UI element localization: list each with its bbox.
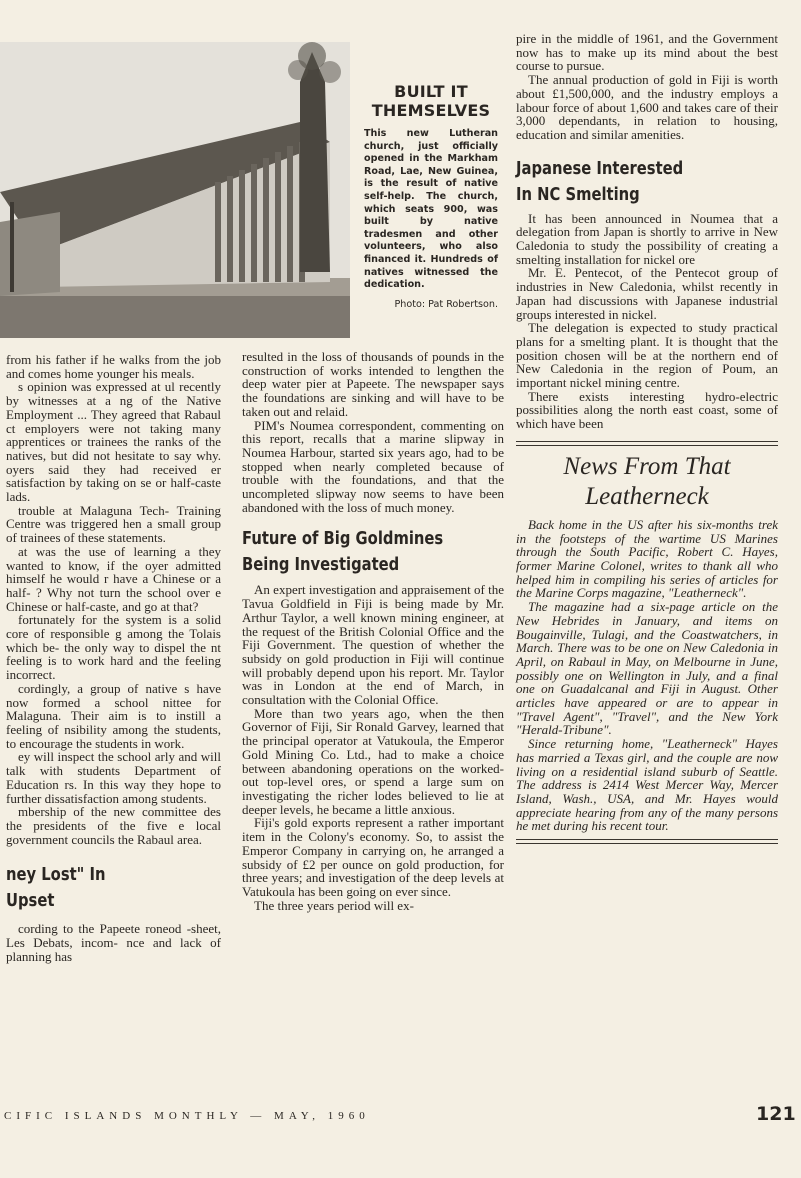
- photo-caption: [364, 82, 498, 310]
- col1-paragraph: s opinion was expressed at ul recently by witnesses at a ng of the Native Employment ... They agreed that Rabaul ct employers were not taking many apprentices or trainees the ranks of the natives, but did not hesitate to say why. oyers said they had received er satisfaction by taking on se or half-caste lads.: [6, 379, 221, 505]
- church-photo: [0, 42, 350, 338]
- page-footer: [0, 1110, 801, 1134]
- col1-paragraph: trouble at Malaguna Tech- Training Centre was triggered hen a small group of trainees of these statements.: [6, 502, 221, 546]
- col1-paragraph: ey will inspect the school arly and will talk with students Department of Education rs. In this way they hope to further dissatisfaction among students.: [6, 749, 221, 806]
- col2-paragraph: resulted in the loss of thousands of pounds in the construction of works intended to lengthen the deep water pier at Papeete. The newspaper says the foundations are sinking and will have to be taken out and relaid.: [242, 349, 504, 419]
- col3-paragraph: Mr. E. Pentecot, of the Pentecot group of industries in New Caledonia, whilst recently in Japan had discussions with Japanese industrial groups interested in nickel.: [516, 265, 778, 322]
- leatherneck-title-line2: Leatherneck: [585, 482, 709, 510]
- col3-paragraph: pire in the middle of 1961, and the Government now has to make up its mind about the best course to pursue.: [516, 31, 778, 74]
- col3-paragraph: The delegation is expected to study practical plans for a smelting plant. It is thought that the position chosen will be at the northern end of New Caledonia in the region of Poum, an important nickel mining centre.: [516, 320, 778, 391]
- church-illustration: [0, 42, 350, 338]
- japanese-headline-line2: In NC Smelting: [516, 183, 640, 205]
- column-3: [516, 32, 778, 844]
- col3-paragraph: There exists interesting hydro-electric possibilities along the north east coast, some of which have been: [516, 388, 778, 432]
- col1-headline-line1: ney Lost" In: [6, 864, 106, 886]
- col1-paragraph: at was the use of learning a they wanted to know, if the oyer admitted himself he would r have a Chinese or a half- ? Why not turn the school over e Chinese or half-caste, and go at that?: [6, 543, 221, 614]
- col2-paragraph: An expert investigation and appraisement of the Tavua Goldfield in Fiji is being made by Mr. Arthur Taylor, a well known mining engineer, at the request of the British Colonial Office and the Fiji Government. The question of whether the subsidy on gold production in Fiji will continue will probably depend upon his report. Mr. Taylor was in London at the end of March, in consultation with the Colonial Office.: [242, 582, 504, 708]
- box-bottom-rule: [516, 839, 778, 844]
- col3-paragraph: It has been announced in Noumea that a delegation from Japan is shortly to arrive in New Caledonia to study the possibility of creating a smelting installation for nickel ore: [516, 210, 778, 267]
- column-2: [242, 350, 504, 912]
- leatherneck-title-line1: News From That: [563, 452, 731, 480]
- col1-paragraph: mbership of the new committee des the presidents of the five e local government councils the Rabaul area.: [6, 804, 221, 847]
- goldmines-headline-line2: Being Investigated: [242, 554, 400, 576]
- goldmines-headline-line1: Future of Big Goldmines: [242, 528, 444, 550]
- page-number: 121: [756, 1103, 796, 1125]
- col2-paragraph: Fiji's gold exports represent a rather important item in the Colony's economy. So, to assist the Emperor Company in carrying on, he arranged a subsidy of £2 per ounce on gold production, for three years; and investigation of the deep levels at Vatukoula has been going on ever since.: [242, 815, 504, 899]
- col2-paragraph: More than two years ago, when the then Governor of Fiji, Sir Ronald Garvey, learned that the principal operator at Vatukoula, the Emperor Gold Mining Co. Ltd., had to make a choice between abandoning operations on the worked-out top-level ores, or spend a large sum on investigating the richer lodes believed to lie at deeper levels, he became a little anxious.: [242, 705, 504, 817]
- running-title: CIFIC ISLANDS MONTHLY — MAY, 1960: [4, 1110, 370, 1122]
- col2-paragraph: The three years period will ex-: [254, 897, 414, 913]
- box-paragraph: Back home in the US after his six-months trek in the footsteps of the wartime US Marines through the South Pacific, Robert C. Hayes, former Marine Colonel, writes to thank all who helped him in compiling his series of articles for the Marine Corps magazine, "Leatherneck".: [516, 516, 778, 601]
- col1-paragraph: cording to the Papeete roneod -sheet, Les Debats, incom- nce and lack of planning has: [6, 921, 221, 964]
- box-paragraph: Since returning home, "Leatherneck" Hayes has married a Texas girl, and the couple are now living on a residential island suburb of Seattle. The address is 2414 West Mercer Way, Mercer Island, Wash., USA, and Mr. Hayes would appreciate hearing from any of the many persons he met during his recent tour.: [516, 736, 778, 834]
- japanese-headline-line1: Japanese Interested: [516, 157, 684, 179]
- photo-title: BUILT IT THEMSELVES: [371, 82, 491, 120]
- col1-headline-line2: Upset: [6, 890, 55, 912]
- col2-paragraph: PIM's Noumea correspondent, commenting on this report, recalls that a marine slipway in Noumea Harbour, started six years ago, had to be stopped when nearly completed because of trouble with the foundations, and that the uncompleted slipway now seems to have been abandoned with the loss of much money.: [242, 417, 504, 515]
- col1-paragraph: from his father if he walks from the job and comes home younger his meals.: [6, 352, 221, 381]
- photo-credit: Photo: Pat Robertson.: [394, 298, 498, 310]
- photo-caption-text: This new Lutheran church, just officially opened in the Markham Road, Lae, New Guinea, is the result of native self-help. The church, which seats 900, was built by native tradesmen and other volunteers, who also financed it. Hundreds of natives witnessed the dedication.: [364, 128, 498, 291]
- col1-paragraph: cordingly, a group of native s have now formed a school nittee for Malaguna. Their aim is to instill a feeling of nsibility among the students, to encourage the students in work.: [6, 680, 221, 751]
- leatherneck-box-text: [516, 518, 778, 833]
- col3-paragraph: The annual production of gold in Fiji is worth about £1,500,000, and the industry employs a labour force of about 1,600 and takes care of their 3,000 dependants, in relation to housing, education and similar amenities.: [516, 72, 778, 142]
- col1-paragraph: fortunately for the system is a solid core of responsible g among the Tolais which be- the only way to dispel the nt feeling is to work hard and the feeling incorrect.: [6, 612, 221, 683]
- box-paragraph: The magazine had a six-page article on the New Hebrides in January, and items on Bougainville, Tulagi, and the Coastwatchers, in March. There was to be one on New Caledonia in April, on Rabaul in May, on Melbourne in June, possibly one on Wellington in July, and a final one on Guadalcanal and Fiji in August. Other articles have appeared or are to appear in "Travel Agent", "Travel", and the New York "Herald-Tribune".: [516, 599, 778, 738]
- column-1: [6, 353, 221, 963]
